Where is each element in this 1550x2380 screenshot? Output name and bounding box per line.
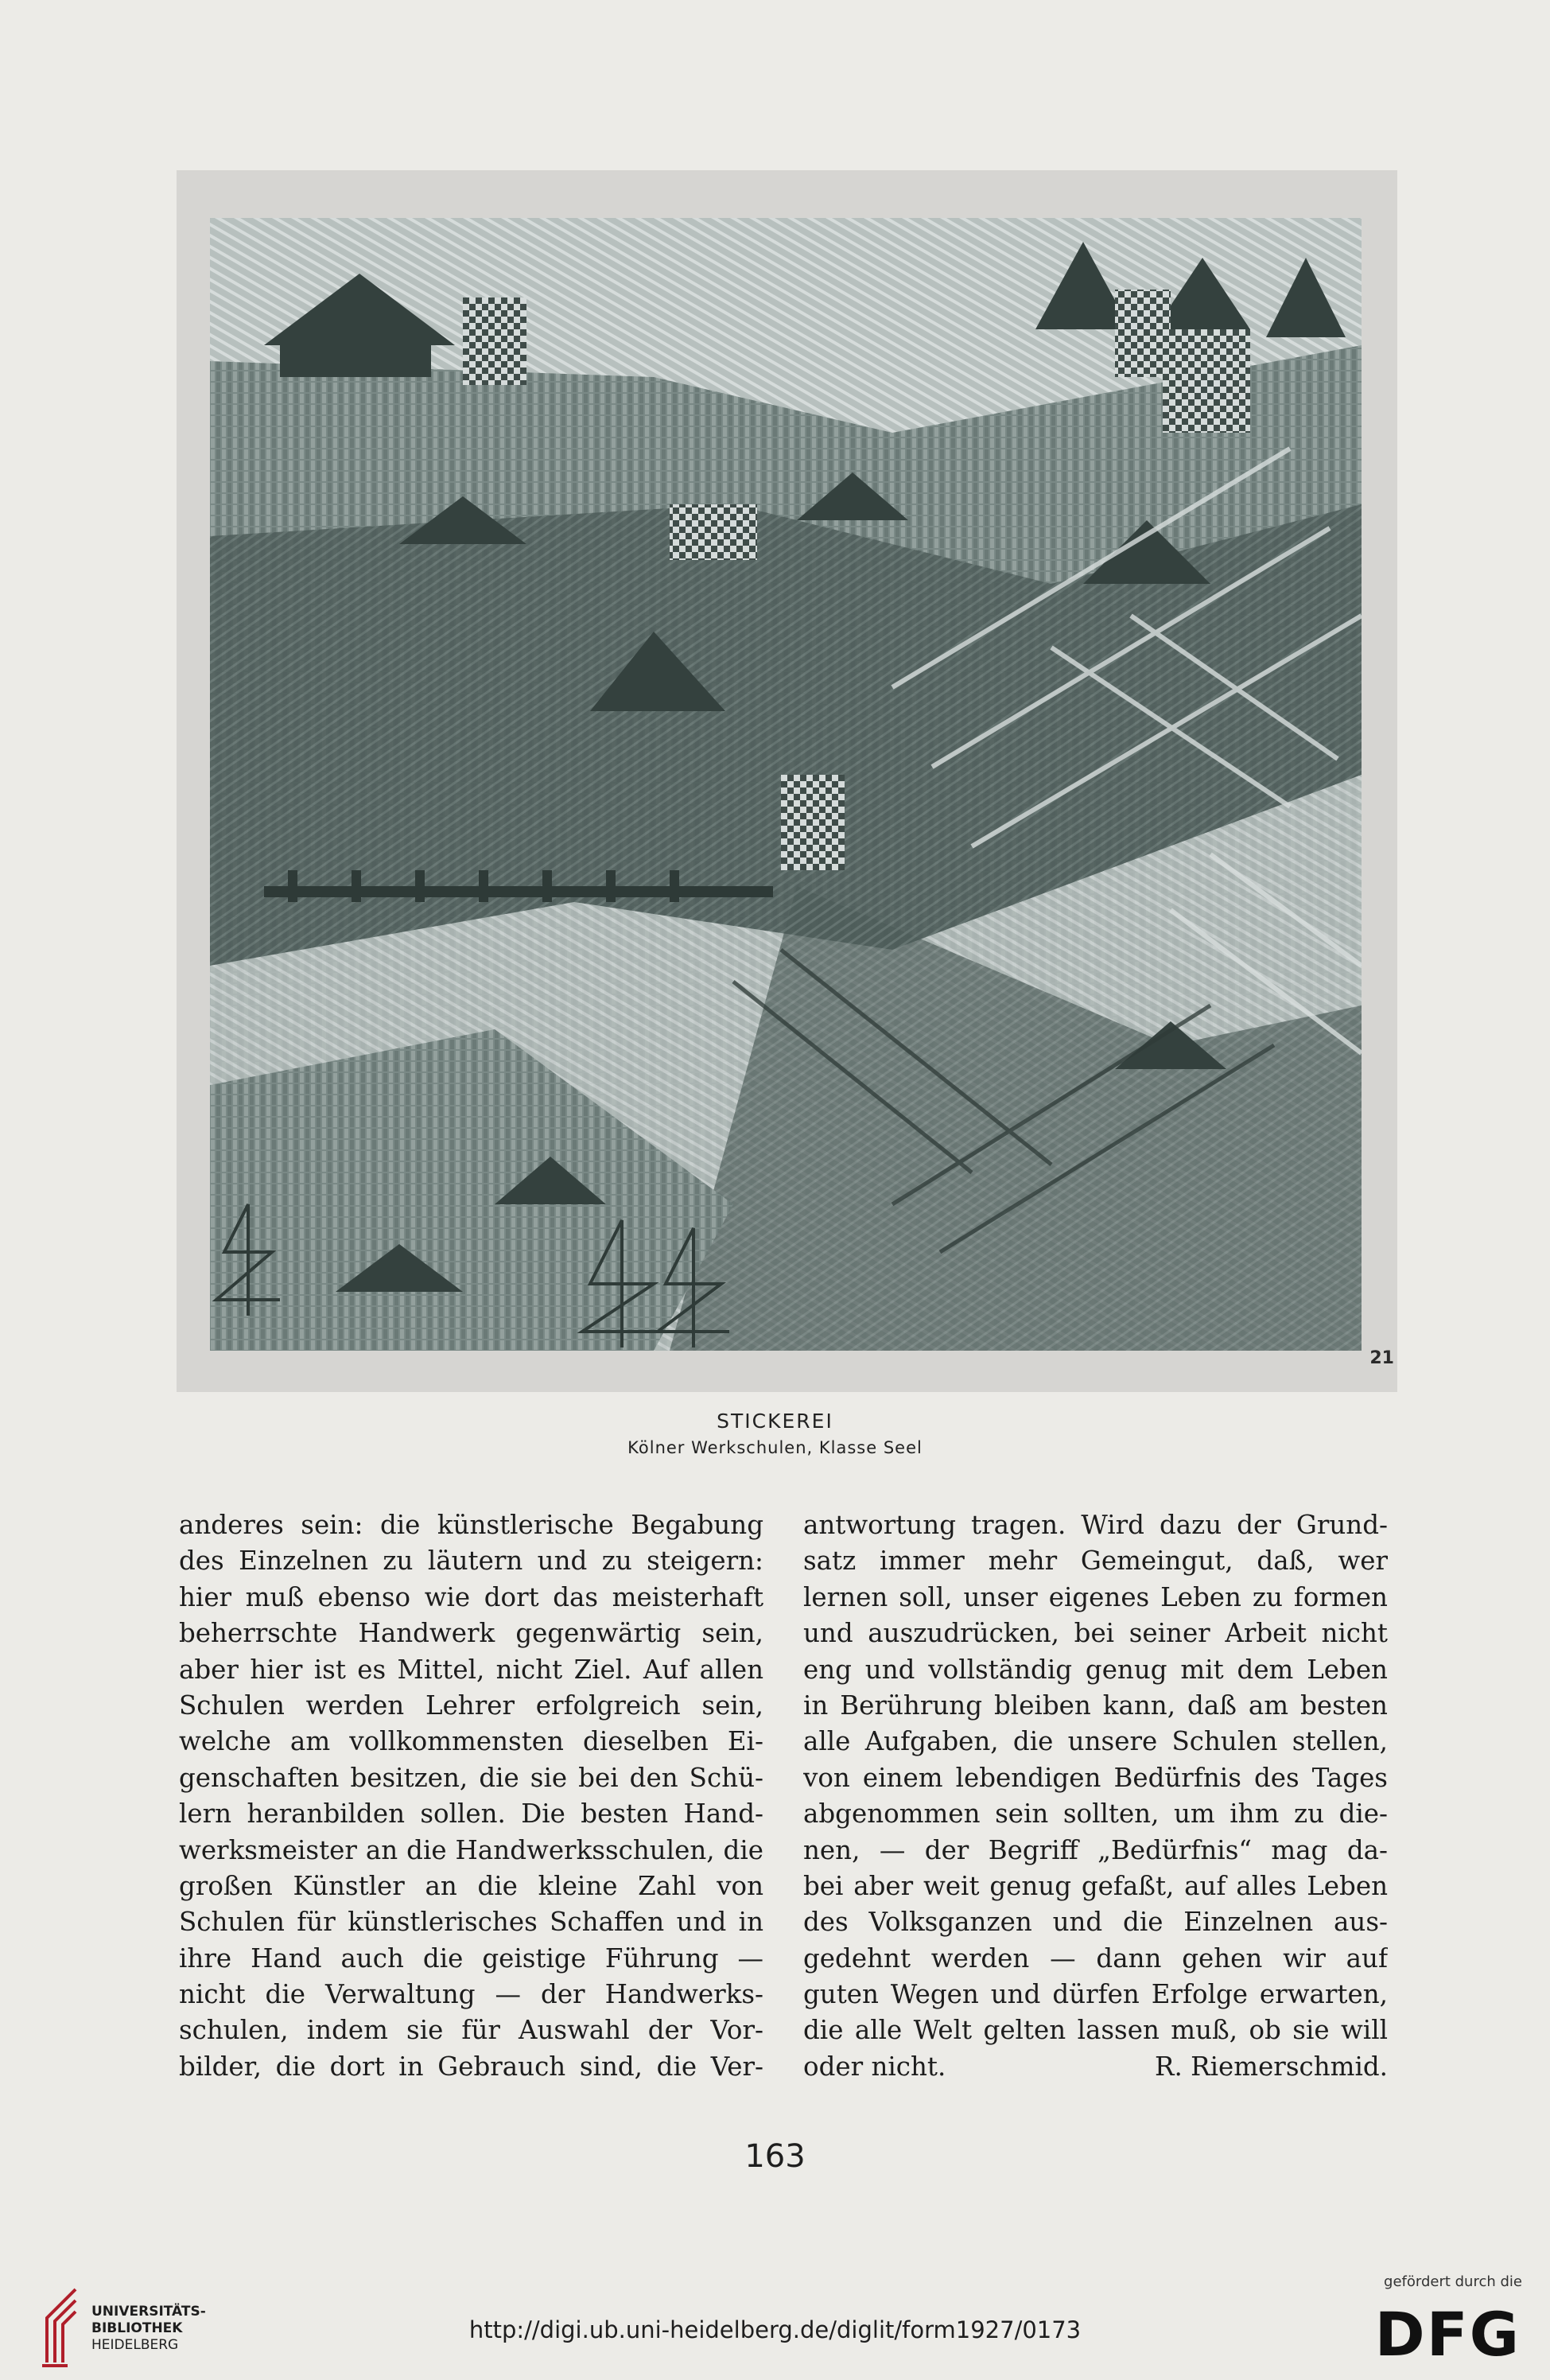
text-line: beherrschte Handwerk gegenwärtig sein, — [179, 1618, 763, 1649]
text-line: großen Künstler an die kleine Zahl von — [179, 1870, 763, 1901]
text-line: des Einzelnen zu läutern und zu steigern: — [179, 1546, 763, 1577]
text-line: lernen soll, unser eigenes Leben zu formen — [803, 1581, 1388, 1612]
text-line: Schulen werden Lehrer erfolgreich sein, — [179, 1690, 763, 1721]
text-line: nen, — der Begriff „Bedürfnis“ mag da- — [803, 1834, 1388, 1865]
text-column-right — [803, 1507, 1388, 2085]
text-line: ihre Hand auch die geistige Führung — — [179, 1942, 763, 1974]
text-line: die alle Welt gelten lassen muß, ob sie will — [803, 2015, 1388, 2046]
text-line: werksmeister an die Handwerksschulen, die — [179, 1834, 763, 1865]
closing-text: oder nicht. — [803, 2051, 946, 2082]
figure-caption-subtitle: Kölner Werkschulen, Klasse Seel — [627, 1438, 923, 1457]
page-number: 163 — [744, 2138, 806, 2175]
library-name-line3: HEIDELBERG — [91, 2337, 179, 2353]
text-line: bilder, die dort in Gebrauch sind, die Ver- — [179, 2051, 763, 2082]
source-url-link[interactable]: http://digi.ub.uni-heidelberg.de/diglit/form1927/0173 — [468, 2316, 1082, 2343]
embroidery-image — [177, 170, 1397, 1392]
plate-number: 21 — [1369, 1348, 1394, 1368]
text-line: schulen, indem sie für Auswahl der Vor- — [179, 2015, 763, 2046]
text-line: genschaften besitzen, die sie bei den Schü- — [179, 1762, 763, 1793]
text-line: satz immer mehr Gemeingut, daß, wer — [803, 1546, 1388, 1577]
text-line: alle Aufgaben, die unsere Schulen stellen, — [803, 1726, 1388, 1757]
figure-caption-title: STICKEREI — [717, 1410, 833, 1433]
text-line: antwortung tragen. Wird dazu der Grund- — [803, 1510, 1388, 1540]
text-line: abgenommen sein sollten, um ihm zu die- — [803, 1799, 1388, 1830]
text-line: bei aber weit genug gefaßt, auf alles Leben — [803, 1870, 1388, 1901]
author-signature: R. Riemerschmid. — [1155, 2051, 1388, 2082]
text-line: nicht die Verwaltung — der Handwerks- — [179, 1979, 763, 2010]
text-line: von einem lebendigen Bedürfnis des Tages — [803, 1762, 1388, 1793]
text-column-left — [179, 1507, 763, 2085]
library-name-line2: BIBLIOTHEK — [91, 2320, 183, 2336]
dfg-logo: DFG — [1374, 2299, 1521, 2370]
text-line: Schulen für künstlerisches Schaffen und in — [179, 1907, 763, 1938]
funder-text: gefördert durch die — [1384, 2273, 1522, 2290]
text-line: hier muß ebenso wie dort das meisterhaft — [179, 1581, 763, 1612]
text-line: und auszudrücken, bei seiner Arbeit nicht — [803, 1618, 1388, 1649]
library-name-line1: UNIVERSITÄTS- — [91, 2304, 206, 2320]
text-line: aber hier ist es Mittel, nicht Ziel. Auf allen — [179, 1654, 763, 1685]
text-line: eng und vollständig genug mit dem Leben — [803, 1654, 1388, 1685]
text-line: anderes sein: die künstlerische Begabung — [179, 1510, 763, 1540]
text-line: in Berührung bleiben kann, daß am besten — [803, 1690, 1388, 1721]
text-line: lern heranbilden sollen. Die besten Hand- — [179, 1799, 763, 1830]
text-line: welche am vollkommensten dieselben Ei- — [179, 1726, 763, 1757]
text-line: gedehnt werden — dann gehen wir auf — [803, 1942, 1388, 1974]
text-line: guten Wegen und dürfen Erfolge erwarten, — [803, 1979, 1388, 2010]
text-line: des Volksganzen und die Einzelnen aus- — [803, 1907, 1388, 1938]
embroidery-illustration — [177, 170, 1397, 1392]
closing-line — [803, 2049, 1388, 2085]
digitization-footer — [0, 2251, 1550, 2380]
